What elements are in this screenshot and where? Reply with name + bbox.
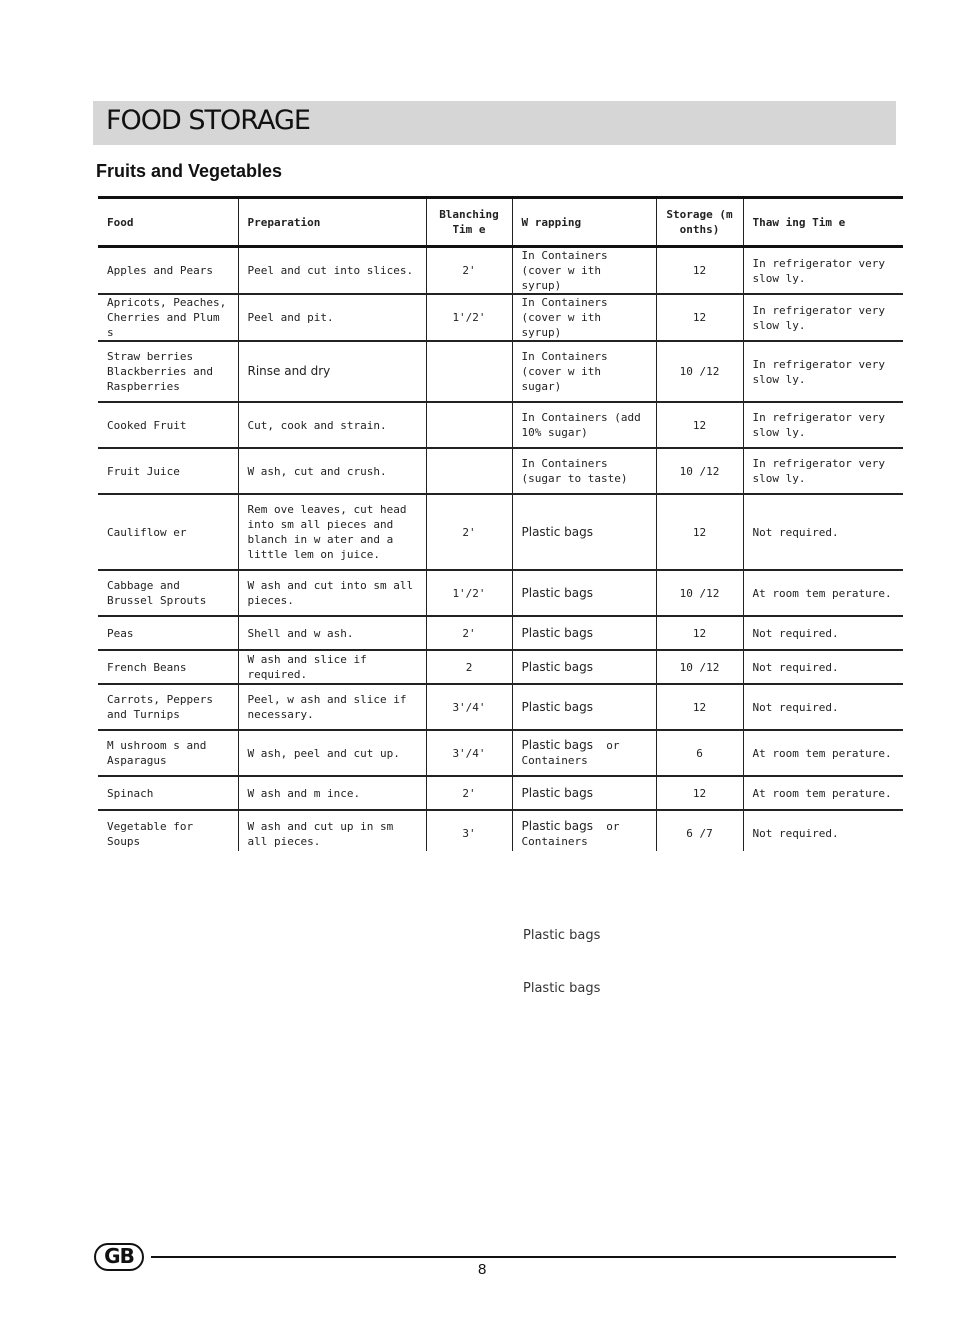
- cell-thawing: In refrigerator very slow ly.: [743, 247, 903, 295]
- table-row: [98, 448, 903, 494]
- cell-wrapping: In Containers (cover w ith syrup): [512, 294, 656, 341]
- wrapping-primary: Plastic bags: [521, 818, 593, 833]
- cell-food: Cabbage and Brussel Sprouts: [98, 570, 238, 616]
- cell-storage: 12: [656, 402, 743, 448]
- cell-preparation: Shell and w ash.: [238, 616, 426, 650]
- cell-blanching: 2': [426, 247, 512, 295]
- cell-thawing: In refrigerator very slow ly.: [743, 448, 903, 494]
- cell-food: Carrots, Peppers and Turnips: [98, 684, 238, 730]
- cell-wrapping: In Containers (cover w ith sugar): [512, 341, 656, 402]
- cell-food: Spinach: [98, 776, 238, 810]
- cell-thawing: At room tem perature.: [743, 570, 903, 616]
- cell-thawing: In refrigerator very slow ly.: [743, 294, 903, 341]
- cell-thawing: At room tem perature.: [743, 730, 903, 776]
- table-row: [98, 294, 903, 341]
- cell-food: Straw berries Blackberries and Raspberries: [98, 341, 238, 402]
- cell-preparation: Cut, cook and strain.: [238, 402, 426, 448]
- column-header-preparation: Preparation: [238, 198, 426, 247]
- table-row: [98, 684, 903, 730]
- cell-wrapping: Plastic bags: [512, 776, 656, 810]
- table-row: [98, 247, 903, 295]
- cell-storage: 10 /12: [656, 448, 743, 494]
- cell-storage: 12: [656, 776, 743, 810]
- cell-food: Vegetable for Soups: [98, 810, 238, 856]
- cell-storage: 10 /12: [656, 650, 743, 684]
- cell-preparation: Peel and pit.: [238, 294, 426, 341]
- cell-storage: 12: [656, 247, 743, 295]
- cell-blanching: 1'/2': [426, 570, 512, 616]
- cell-wrapping: In Containers (sugar to taste): [512, 448, 656, 494]
- cell-storage: 10 /12: [656, 341, 743, 402]
- cell-blanching: [426, 448, 512, 494]
- cell-storage: 12: [656, 494, 743, 570]
- table-row: [98, 616, 903, 650]
- cell-thawing: Not required.: [743, 684, 903, 730]
- cell-wrapping: Plastic bags: [512, 684, 656, 730]
- table-row: [98, 730, 903, 776]
- cell-preparation: W ash and slice if required.: [238, 650, 426, 684]
- cell-wrapping: Plastic bags: [512, 616, 656, 650]
- cell-blanching: 2': [426, 616, 512, 650]
- cell-preparation: Peel and cut into slices.: [238, 247, 426, 295]
- wrapping-extra: or Containers: [521, 819, 620, 848]
- table-row: [98, 402, 903, 448]
- cell-food: French Beans: [98, 650, 238, 684]
- cell-thawing: In refrigerator very slow ly.: [743, 341, 903, 402]
- cell-blanching: 1'/2': [426, 294, 512, 341]
- cell-blanching: [426, 341, 512, 402]
- cell-food: Cooked Fruit: [98, 402, 238, 448]
- cell-blanching: 3'/4': [426, 730, 512, 776]
- cell-storage: 12: [656, 684, 743, 730]
- cell-wrapping: Plastic bags: [512, 650, 656, 684]
- wrapping-extra: or Containers: [521, 739, 620, 767]
- cell-blanching: 2: [426, 650, 512, 684]
- cell-storage: 6 /7: [656, 810, 743, 856]
- table-header-row: [98, 198, 903, 247]
- column-header-wrapping: W rapping: [512, 198, 656, 247]
- cell-food: Fruit Juice: [98, 448, 238, 494]
- wrapping-primary: Plastic bags: [521, 738, 593, 752]
- cell-wrapping: [512, 810, 656, 856]
- gb-language-badge: GB: [94, 1243, 144, 1271]
- cell-preparation: Rinse and dry: [238, 341, 426, 402]
- cell-food: Apricots, Peaches, Cherries and Plum s: [98, 294, 238, 341]
- cell-preparation: W ash, peel and cut up.: [238, 730, 426, 776]
- cell-wrapping: [512, 730, 656, 776]
- table-row: [98, 650, 903, 684]
- cell-preparation: Rem ove leaves, cut head into sm all pieces and blanch in w ater and a little lem on juice.: [238, 494, 426, 570]
- cell-storage: 6: [656, 730, 743, 776]
- title-band: [93, 101, 896, 145]
- cell-preparation: W ash and m ince.: [238, 776, 426, 810]
- cell-blanching: 3'/4': [426, 684, 512, 730]
- footer-divider: [151, 1256, 896, 1258]
- section-subtitle: Fruits and Vegetables: [96, 161, 283, 181]
- food-storage-table: [98, 196, 903, 856]
- cell-storage: 10 /12: [656, 570, 743, 616]
- cell-wrapping: In Containers (add 10% sugar): [512, 402, 656, 448]
- stray-label: Plastic bags: [523, 928, 601, 943]
- cell-blanching: 3': [426, 810, 512, 856]
- cell-wrapping: Plastic bags: [512, 494, 656, 570]
- cell-blanching: 2': [426, 494, 512, 570]
- cell-preparation: W ash and cut up in sm all pieces.: [238, 810, 426, 856]
- column-header-storage: Storage (m onths): [656, 198, 743, 247]
- cell-food: M ushroom s and Asparagus: [98, 730, 238, 776]
- page-number: 8: [478, 1261, 487, 1278]
- table-row: [98, 494, 903, 570]
- table-row: [98, 570, 903, 616]
- cell-storage: 12: [656, 294, 743, 341]
- cell-wrapping: In Containers (cover w ith syrup): [512, 247, 656, 295]
- cell-preparation: W ash and cut into sm all pieces.: [238, 570, 426, 616]
- cell-storage: 12: [656, 616, 743, 650]
- table-row: [98, 776, 903, 810]
- cell-food: Apples and Pears: [98, 247, 238, 295]
- column-header-food: Food: [98, 198, 238, 247]
- page-title: FOOD STORAGE: [106, 105, 310, 136]
- cell-preparation: W ash, cut and crush.: [238, 448, 426, 494]
- cell-thawing: Not required.: [743, 616, 903, 650]
- cell-thawing: Not required.: [743, 650, 903, 684]
- column-header-blanching: Blanching Tim e: [426, 198, 512, 247]
- cell-blanching: [426, 402, 512, 448]
- cell-thawing: Not required.: [743, 810, 903, 856]
- cell-thawing: Not required.: [743, 494, 903, 570]
- cell-food: Peas: [98, 616, 238, 650]
- table-cutoff-mask: [96, 851, 906, 861]
- cell-thawing: At room tem perature.: [743, 776, 903, 810]
- table-row: [98, 341, 903, 402]
- stray-label: Plastic bags: [523, 981, 601, 996]
- cell-thawing: In refrigerator very slow ly.: [743, 402, 903, 448]
- cell-food: Cauliflow er: [98, 494, 238, 570]
- cell-blanching: 2': [426, 776, 512, 810]
- table-row: [98, 810, 903, 856]
- cell-wrapping: Plastic bags: [512, 570, 656, 616]
- cell-preparation: Peel, w ash and slice if necessary.: [238, 684, 426, 730]
- column-header-thawing: Thaw ing Tim e: [743, 198, 903, 247]
